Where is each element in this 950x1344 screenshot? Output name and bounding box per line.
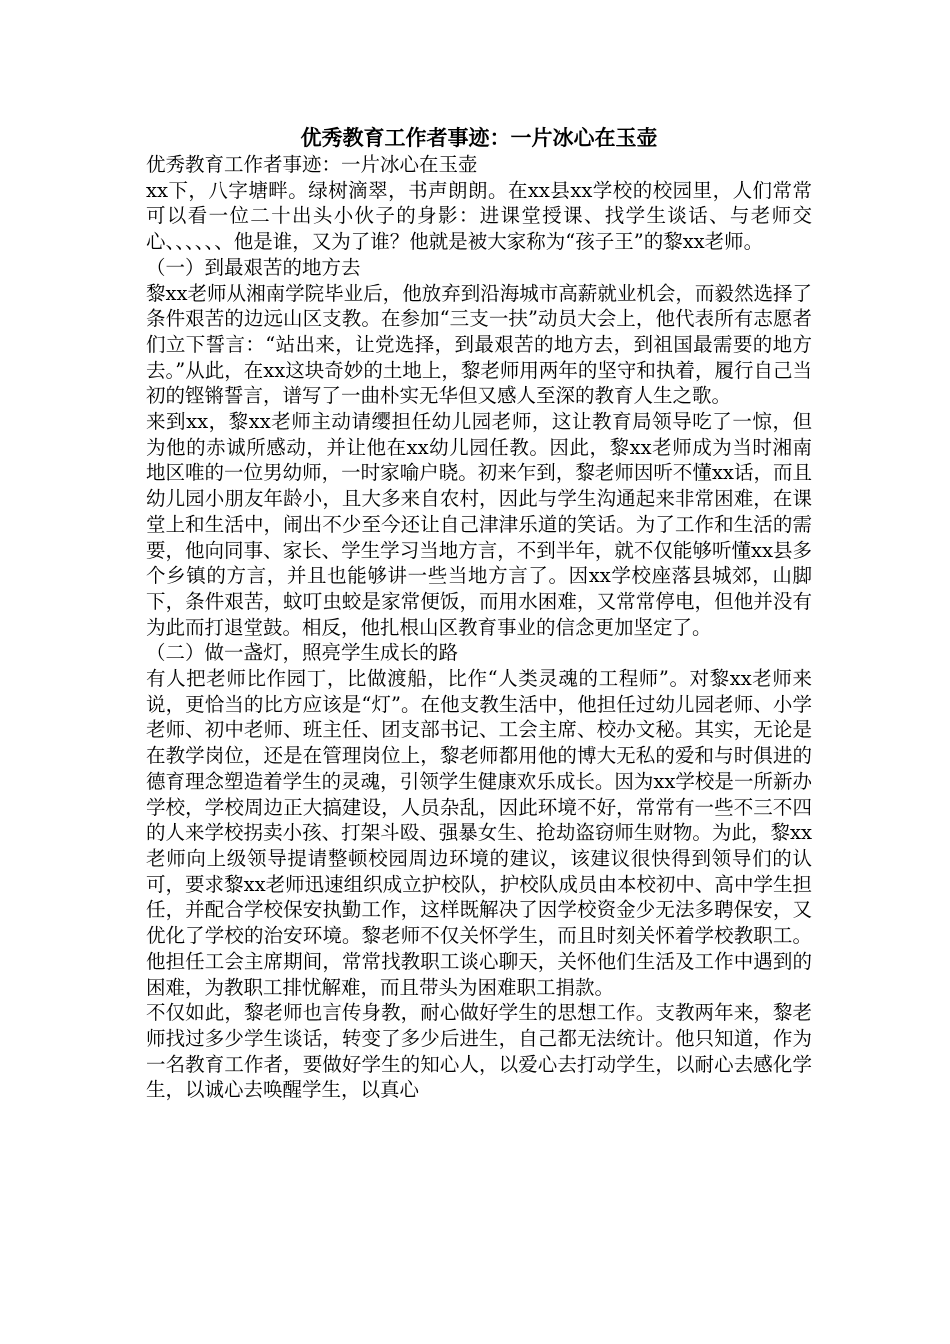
- paragraph-section1-a: 黎xx老师从湘南学院毕业后，他放弃到沿海城市高薪就业机会，而毅然选择了条件艰苦的边远山区支教。在参加“三支一扶”动员大会上，他代表所有志愿者们立下誓言：“站出来，让党选择，到最艰苦的地方去，到祖国最需要的地方去。”从此，在xx这块奇妙的土地上，黎老师用两年的坚守和执着，履行自己当初的铿锵誓言，谱写了一曲朴实无华但又感人至深的教育人生之歌。: [146, 281, 812, 408]
- paragraph-section2-a: 有人把老师比作园丁，比做渡船，比作“人类灵魂的工程师”。对黎xx老师来说，更恰当的比方应该是“灯”。在他支教生活中，他担任过幼儿园老师、小学老师、初中老师、班主任、团支部书记、工会主席、校办文秘。其实，无论是在教学岗位，还是在管理岗位上，黎老师都用他的博大无私的爱和与时俱进的德育理念塑造着学生的灵魂，引领学生健康欢乐成长。因为xx学校是一所新办学校，学校周边正大搞建设，人员杂乱，因此环境不好，常常有一些不三不四的人来学校拐卖小孩、打架斗殴、强暴女生、抢劫盗窃师生财物。为此，黎xx老师向上级领导提请整顿校园周边环境的建议，该建议很快得到领导们的认可，要求黎xx老师迅速组织成立护校队，护校队成员由本校初中、高中学生担任，并配合学校保安执勤工作，这样既解决了因学校资金少无法多聘保安，又优化了学校的治安环境。黎老师不仅关怀学生，而且时刻关怀着学校教职工。他担任工会主席期间，常常找教职工谈心聊天，关怀他们生活及工作中遇到的困难，为教职工排忧解难，而且带头为困难职工捐款。: [146, 667, 812, 999]
- section-heading-1: （一）到最艰苦的地方去: [146, 255, 361, 279]
- document-title: 优秀教育工作者事迹：一片冰心在玉壶: [300, 125, 658, 150]
- document-page: [146, 124, 812, 1103]
- section-heading-2: （二）做一盏灯，照亮学生成长的路: [146, 641, 459, 665]
- paragraph-section2-b: 不仅如此，黎老师也言传身教，耐心做好学生的思想工作。支教两年来，黎老师找过多少学生谈话，转变了多少后进生，自己都无法统计。他只知道，作为一名教育工作者，要做好学生的知心人，以爱心去打动学生，以耐心去感化学生，以诚心去唤醒学生，以真心: [146, 1001, 812, 1102]
- paragraph-intro: xx下，八字塘畔。绿树滴翠，书声朗朗。在xx县xx学校的校园里，人们常常可以看一位二十出头小伙子的身影：进课堂授课、找学生谈话、与老师交心、、、、、、他是谁，又为了谁？他就是被大家称为“孩子王”的黎xx老师。: [146, 178, 812, 254]
- paragraph-section1-b: 来到xx，黎xx老师主动请缨担任幼儿园老师，这让教育局领导吃了一惊，但为他的赤诚所感动，并让他在xx幼儿园任教。因此，黎xx老师成为当时湘南地区唯的一位男幼师，一时家喻户晓。初来乍到，黎老师因听不懂xx话，而且幼儿园小朋友年龄小，且大多来自农村，因此与学生沟通起来非常困难，在课堂上和生活中，闹出不少至今还让自己津津乐道的笑话。为了工作和生活的需要，他向同事、家长、学生学习当地方言，不到半年，就不仅能够听懂xx县多个乡镇的方言，并且也能够讲一些当地方言了。因xx学校座落县城郊，山脚下，条件艰苦，蚊叮虫蛟是家常便饭，而用水困难，又常常停电，但他并没有为此而打退堂鼓。相反，他扎根山区教育事业的信念更加坚定了。: [146, 410, 812, 639]
- document-body: [146, 152, 812, 1103]
- paragraph-subtitle: 优秀教育工作者事迹：一片冰心在玉壶: [146, 153, 478, 176]
